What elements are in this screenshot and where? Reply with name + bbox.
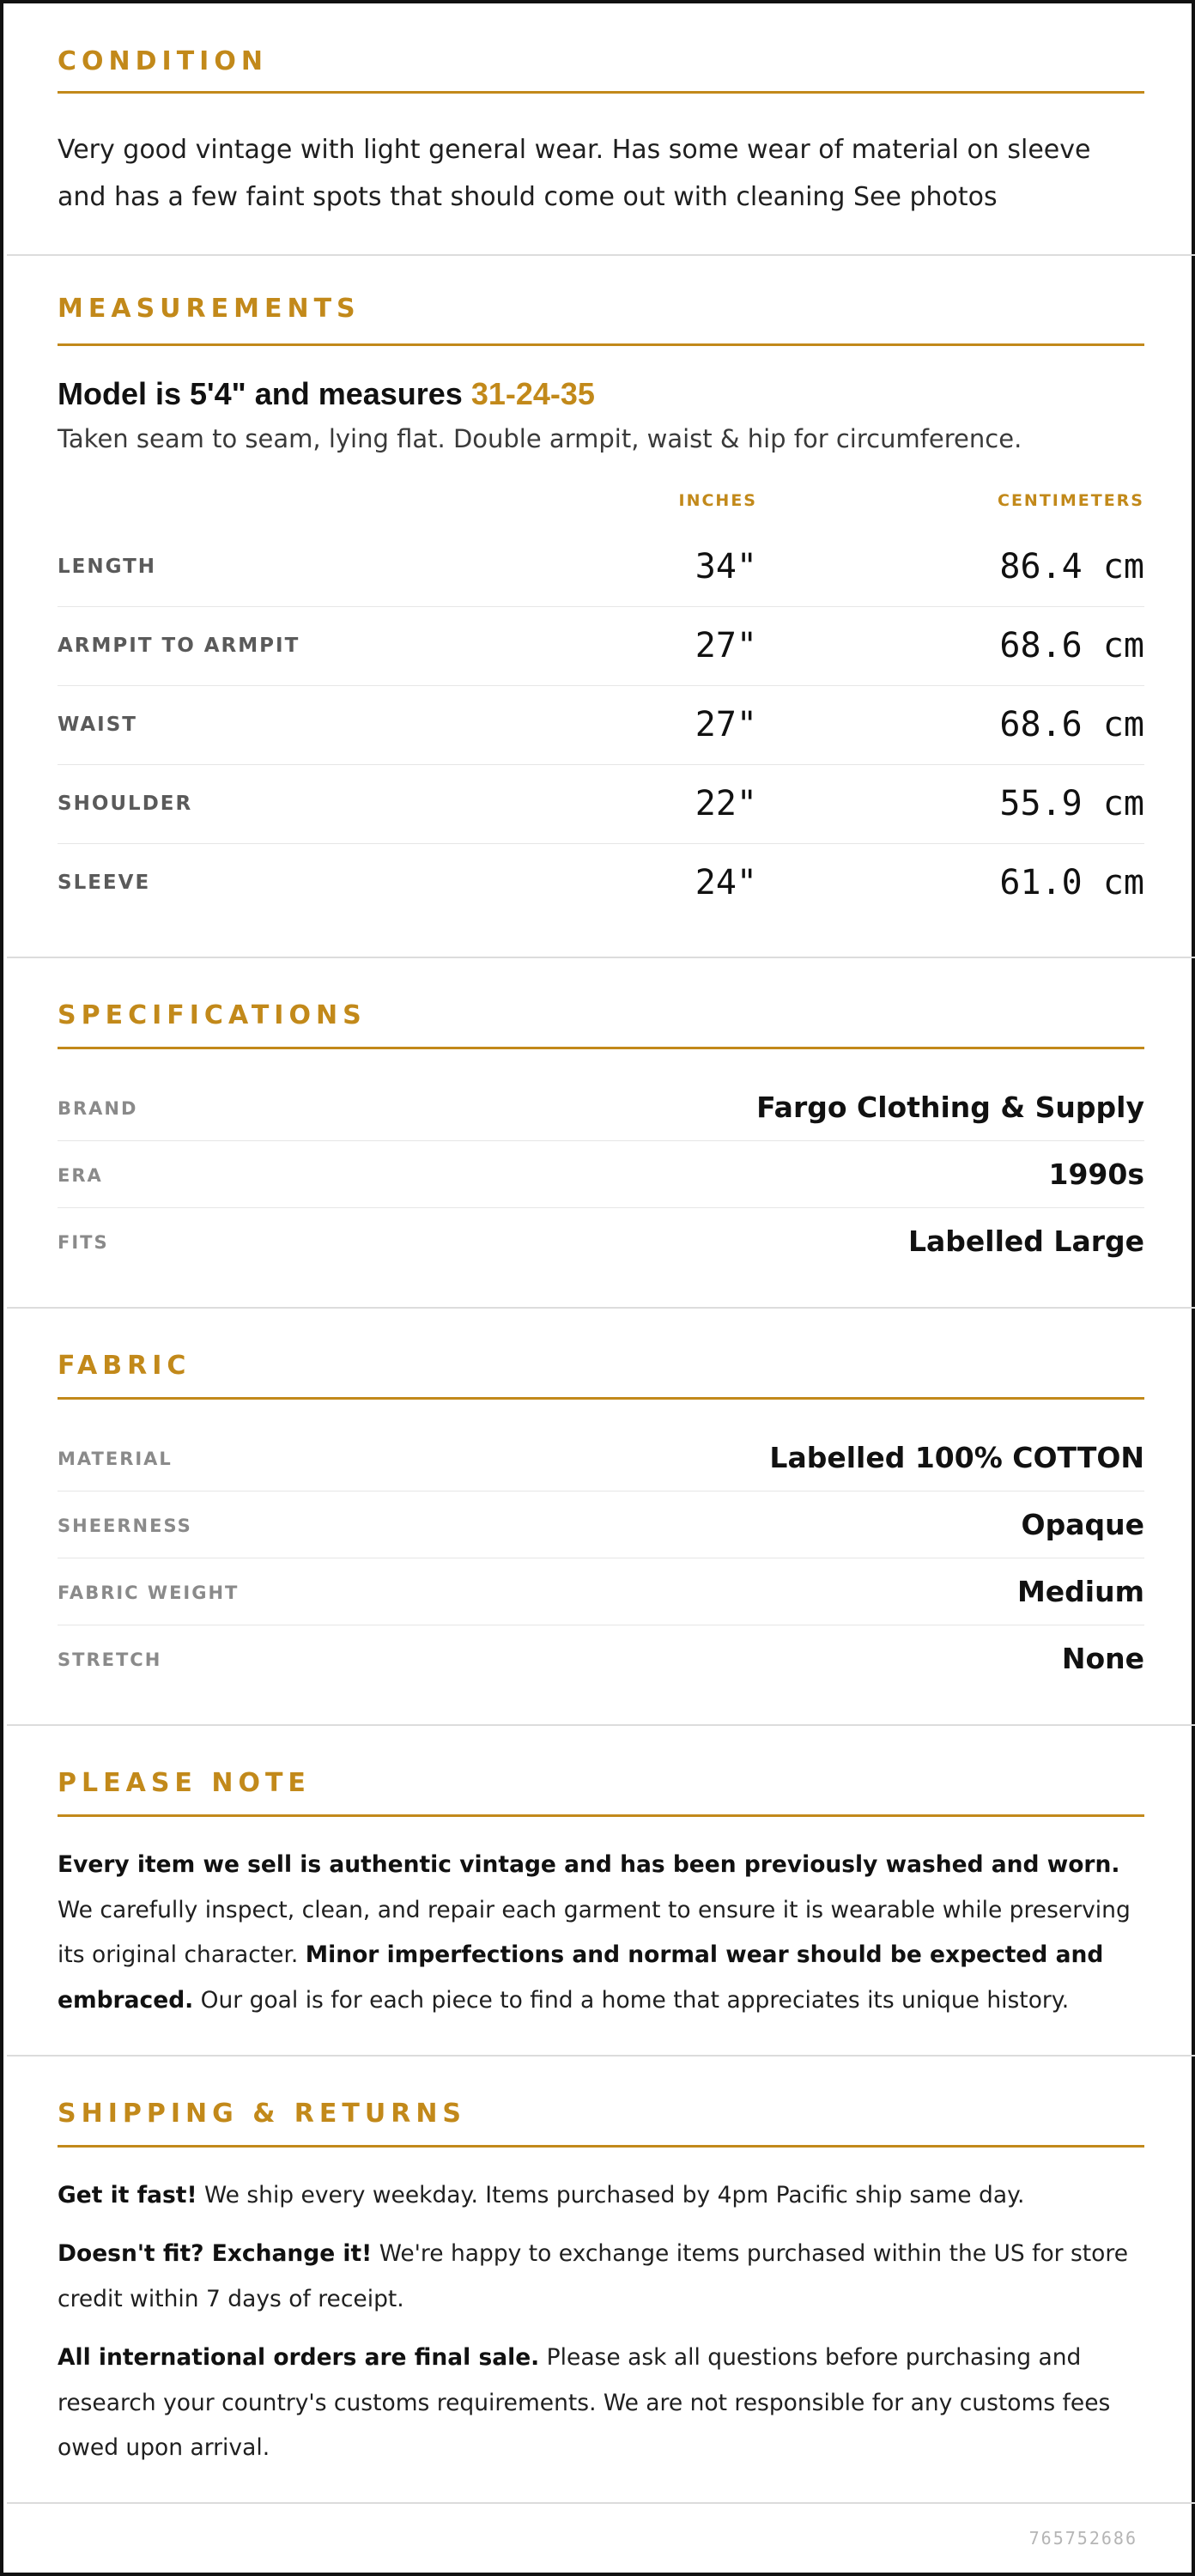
please-note-text-1: We carefully inspect, clean, and repair each garment to ensure it is wearable while preserving its original character. (58, 1896, 1131, 1968)
measurement-row-sleeve (58, 844, 1144, 923)
measurement-label: ARMPIT TO ARMPIT (58, 635, 300, 657)
model-measurements (58, 376, 595, 412)
measurement-row-shoulder (58, 765, 1144, 844)
spec-label: BRAND (58, 1098, 138, 1119)
measurement-cm: 68.6 cm (999, 626, 1144, 665)
measurement-row-waist (58, 686, 1144, 765)
shipping-paragraph-1 (58, 2173, 1144, 2219)
measurement-label: WAIST (58, 714, 137, 736)
measurement-inches: 27" (695, 705, 757, 744)
column-header-centimeters: CENTIMETERS (998, 491, 1144, 510)
spec-label: FITS (58, 1232, 109, 1253)
fabric-value: Medium (1016, 1575, 1144, 1608)
please-note-section (7, 1726, 1195, 2057)
fabric-row-sheerness (58, 1492, 1144, 1558)
please-note-bold-2: Minor imperfections and normal wear should be expected and embraced. (58, 1941, 1104, 2014)
measurement-row-length (58, 528, 1144, 607)
fabric-value: Labelled 100% COTTON (769, 1441, 1144, 1474)
measurement-inches: 22" (695, 784, 757, 823)
spec-value: Labelled Large (908, 1224, 1144, 1258)
spec-row-era (58, 1141, 1144, 1208)
condition-heading: CONDITION (58, 46, 268, 76)
fabric-label: SHEERNESS (58, 1516, 192, 1536)
measurement-cm: 61.0 cm (999, 863, 1144, 902)
heading-divider (58, 1814, 1144, 1817)
please-note-heading: PLEASE NOTE (58, 1768, 311, 1798)
shipping-bold-1: Get it fast! (58, 2182, 197, 2208)
fabric-label: FABRIC WEIGHT (58, 1583, 240, 1603)
fabric-row-stretch (58, 1625, 1144, 1692)
fabric-value: None (1061, 1642, 1144, 1675)
fabric-label: MATERIAL (58, 1449, 173, 1469)
spec-value: 1990s (1048, 1157, 1144, 1191)
shipping-heading: SHIPPING & RETURNS (58, 2099, 467, 2129)
specifications-section (7, 958, 1195, 1309)
measurement-cm: 68.6 cm (999, 705, 1144, 744)
fabric-row-weight (58, 1558, 1144, 1625)
please-note-text (58, 1843, 1144, 2023)
heading-divider (58, 2145, 1144, 2148)
spec-value: Fargo Clothing & Supply (756, 1091, 1144, 1124)
measurements-heading: MEASUREMENTS (58, 294, 361, 324)
measurement-inches: 24" (695, 863, 757, 902)
measurement-label: SLEEVE (58, 872, 151, 894)
specifications-heading: SPECIFICATIONS (58, 1000, 367, 1030)
measurement-note: Taken seam to seam, lying flat. Double armpit, waist & hip for circumference. (58, 424, 1022, 453)
please-note-text-2: Our goal is for each piece to find a home that appreciates its unique history. (193, 1986, 1070, 2014)
shipping-bold-2: Doesn't fit? Exchange it! (58, 2240, 373, 2267)
heading-divider (58, 1397, 1144, 1400)
measurement-label: SHOULDER (58, 793, 193, 815)
please-note-bold-1: Every item we sell is authentic vintage and has been previously washed and worn. (58, 1851, 1120, 1878)
spec-row-brand (58, 1074, 1144, 1141)
measurement-inches: 34" (695, 547, 757, 586)
model-prefix: Model is 5'4" and measures (58, 376, 471, 411)
measurement-cm: 55.9 cm (999, 784, 1144, 823)
measurement-label: LENGTH (58, 556, 157, 578)
shipping-paragraph-2 (58, 2232, 1144, 2322)
shipping-text-2: We're happy to exchange items purchased within the US for store credit within 7 days of receipt. (58, 2240, 1129, 2312)
spec-label: ERA (58, 1165, 103, 1186)
fabric-section (7, 1309, 1195, 1726)
column-header-inches: INCHES (678, 491, 757, 510)
fabric-value: Opaque (1021, 1508, 1144, 1541)
fabric-heading: FABRIC (58, 1351, 191, 1381)
heading-divider (58, 343, 1144, 346)
product-code: 765752686 (1028, 2528, 1137, 2549)
fabric-row-material (58, 1425, 1144, 1492)
shipping-text-1: We ship every weekday. Items purchased by 4pm Pacific ship same day. (197, 2182, 1025, 2208)
shipping-text-3: Please ask all questions before purchasing and research your country's customs requirements. We are not responsible for any customs fees owed upon arrival. (58, 2344, 1111, 2461)
shipping-section (7, 2057, 1195, 2504)
measurement-cm: 86.4 cm (999, 547, 1144, 586)
fabric-label: STRETCH (58, 1649, 162, 1670)
shipping-bold-3: All international orders are final sale. (58, 2344, 540, 2371)
shipping-paragraph-3 (58, 2336, 1144, 2471)
model-measure-value: 31-24-35 (470, 376, 595, 411)
heading-divider (58, 1047, 1144, 1049)
spec-row-fits (58, 1208, 1144, 1275)
condition-text: Very good vintage with light general wear. Has some wear of material on sleeve and has a few faint spots that should come out with cleaning See photos (58, 135, 1091, 212)
measurement-row-armpit (58, 607, 1144, 686)
measurement-inches: 27" (695, 626, 757, 665)
measurements-section (7, 256, 1195, 958)
